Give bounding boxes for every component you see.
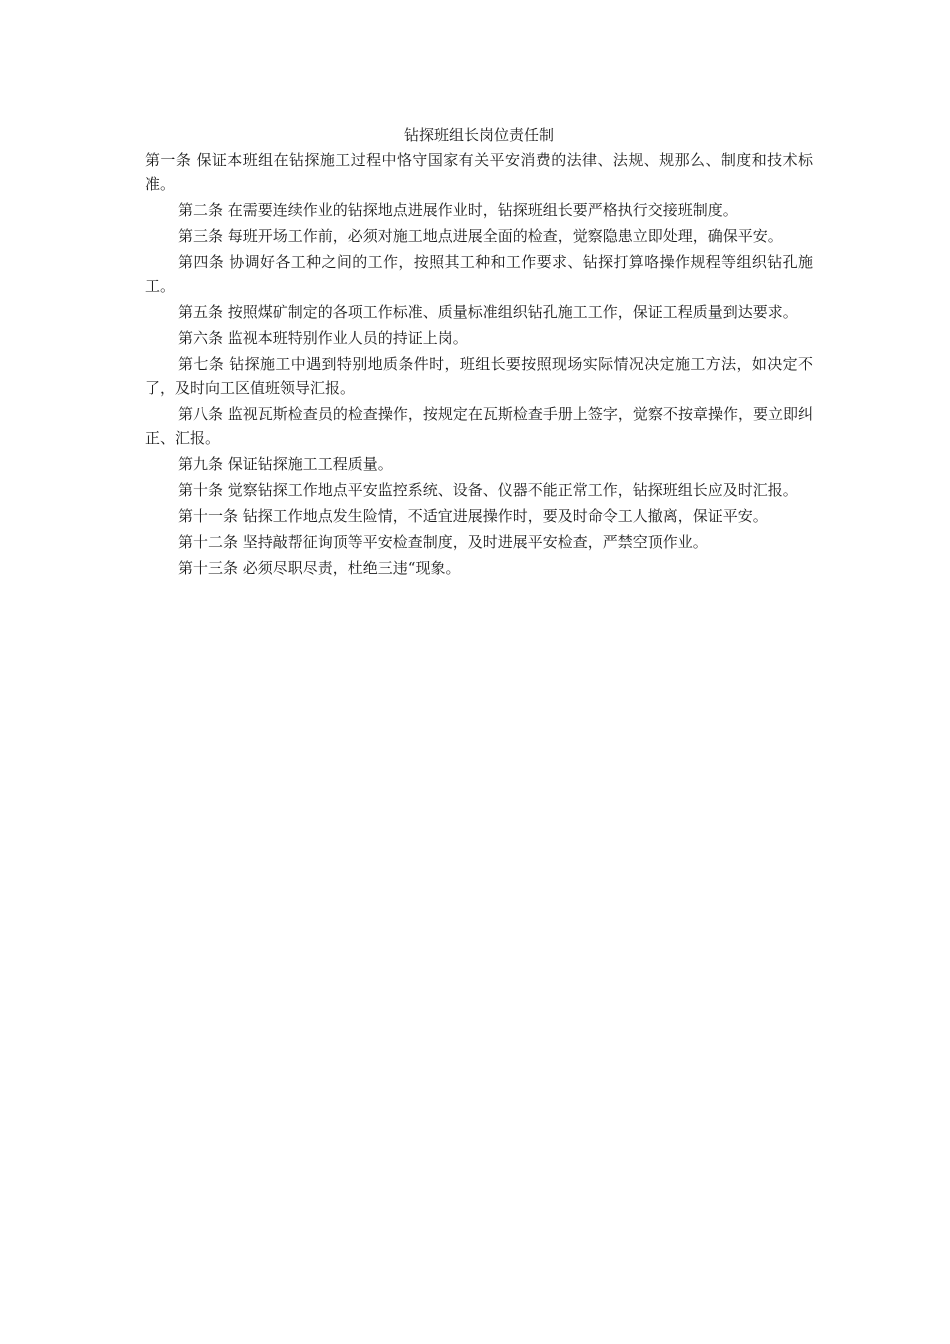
article-11: 第十一条 钻探工作地点发生险情，不适宜进展操作时，要及时命令工人撤离，保证平安。 bbox=[178, 507, 768, 525]
article-7: 第七条 钻探施工中遇到特别地质条件时，班组长要按照现场实际情况决定施工方法，如决定不了，及时向工区值班领导汇报。 bbox=[145, 355, 813, 397]
article-6: 第六条 监视本班特别作业人员的持证上岗。 bbox=[178, 329, 468, 347]
document-page bbox=[145, 122, 813, 582]
article-3: 第三条 每班开场工作前，必须对施工地点进展全面的检查，觉察隐患立即处理，确保平安。 bbox=[178, 227, 783, 245]
document-title: 钻探班组长岗位责任制 bbox=[403, 126, 554, 144]
article-8: 第八条 监视瓦斯检查员的检查操作，按规定在瓦斯检查手册上签字，觉察不按章操作，要立即纠正、汇报。 bbox=[145, 405, 813, 447]
article-5: 第五条 按照煤矿制定的各项工作标准、质量标准组织钻孔施工工作，保证工程质量到达要求。 bbox=[178, 303, 798, 321]
article-10: 第十条 觉察钻探工作地点平安监控系统、设备、仪器不能正常工作，钻探班组长应及时汇报。 bbox=[178, 481, 798, 499]
article-4: 第四条 协调好各工种之间的工作，按照其工种和工作要求、钻探打算咯操作规程等组织钻孔施工。 bbox=[145, 253, 813, 295]
article-9: 第九条 保证钻探施工工程质量。 bbox=[178, 455, 393, 473]
article-2: 第二条 在需要连续作业的钻探地点进展作业时，钻探班组长要严格执行交接班制度。 bbox=[178, 201, 738, 219]
article-1: 第一条 保证本班组在钻探施工过程中恪守国家有关平安消费的法律、法规、规那么、制度和技术标准。 bbox=[145, 151, 813, 193]
article-12: 第十二条 坚持敲帮征询顶等平安检查制度，及时进展平安检查，严禁空顶作业。 bbox=[178, 533, 708, 551]
article-13: 第十三条 必须尽职尽责，杜绝三违“现象。 bbox=[178, 559, 461, 577]
